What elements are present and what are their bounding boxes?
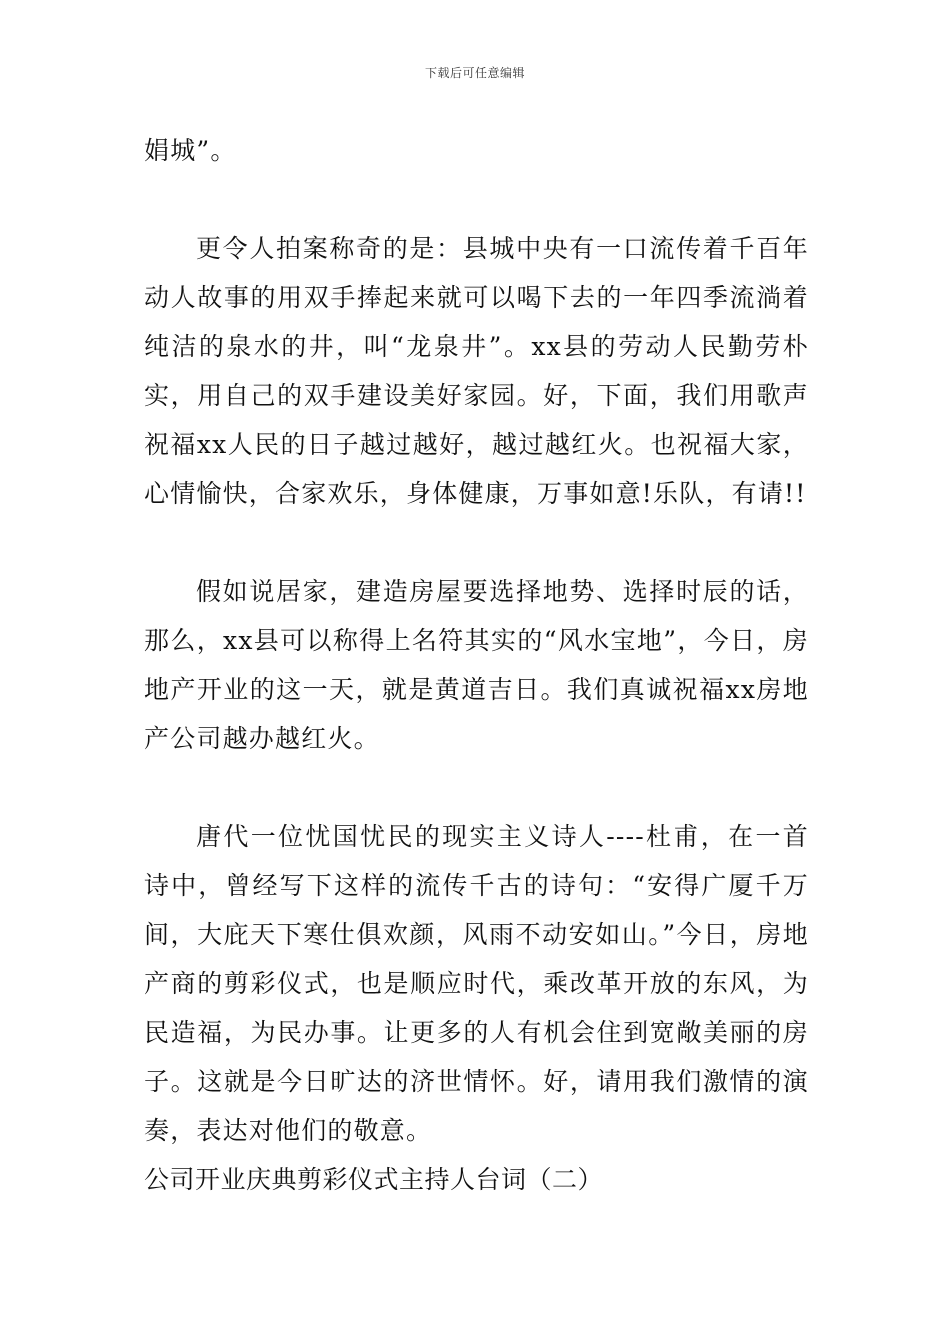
section-heading: 公司开业庆典剪彩仪式主持人台词（二） [144, 1165, 604, 1194]
page-header: 下载后可任意编辑 [424, 66, 525, 80]
document-body [144, 126, 809, 1204]
paragraph-continuation: 娟城”。 [144, 136, 237, 165]
paragraph-fengshui: 假如说居家，建造房屋要选择地势、选择时辰的话，那么，xx县可以称得上名符其实的“风水宝地”，今日，房地产开业的这一天，就是黄道吉日。我们真诚祝福xx房地产公司越办越红火。 [144, 577, 809, 753]
paragraph-dufu-poem: 唐代一位忧国忧民的现实主义诗人----杜甫，在一首诗中，曾经写下这样的流传千古的诗句：“安得广厦千万间，大庇天下寒仕俱欢颜，风雨不动安如山。”今日，房地产商的剪彩仪式，也是顺应时代，乘改革开放的东风，为民造福，为民办事。让更多的人有机会住到宽敞美丽的房子。这就是今日旷达的济世情怀。好，请用我们激情的演奏，表达对他们的敬意。 [144, 822, 809, 1145]
paragraph-longquan-well: 更令人拍案称奇的是：县城中央有一口流传着千百年动人故事的用双手捧起来就可以喝下去的一年四季流淌着纯洁的泉水的井，叫“龙泉井”。xx县的劳动人民勤劳朴实，用自己的双手建设美好家园。好，下面，我们用歌声祝福xx人民的日子越过越好，越过越红火。也祝福大家，心情愉快，合家欢乐，身体健康，万事如意!乐队，有请!! [144, 234, 809, 508]
